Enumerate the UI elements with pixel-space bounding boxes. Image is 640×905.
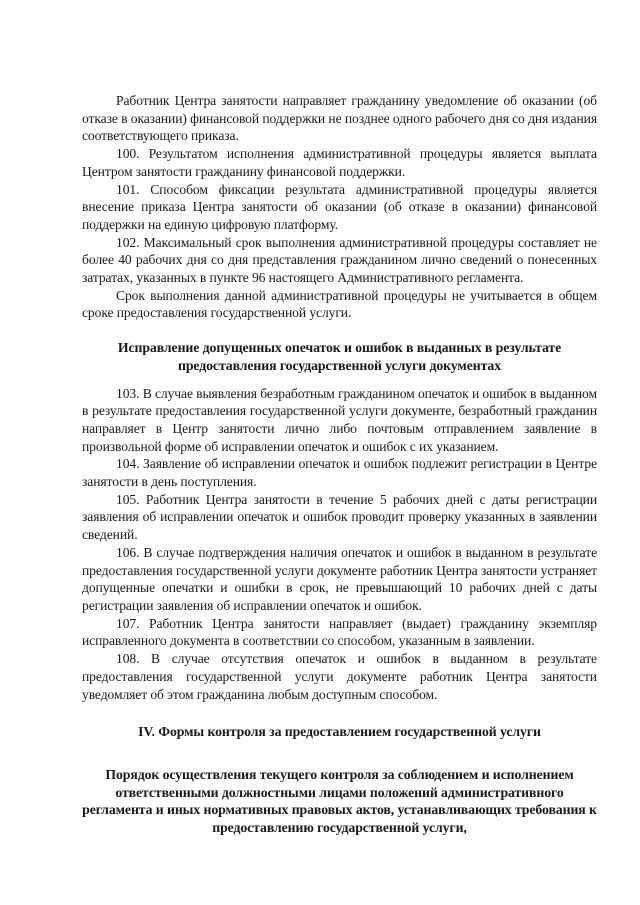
document-page	[82, 92, 597, 837]
paragraph-notification: Работник Центра занятости направляет гражданину уведомление об оказании (об отказе в оказании) финансовой поддержки не позднее одного рабочего дня со дня издания соответствующего приказа.	[82, 93, 597, 144]
paragraph-105: 105. Работник Центра занятости в течение 5 рабочих дней с даты регистрации заявления об исправлении опечаток и ошибок проводит проверку указанных в заявлении сведений.	[82, 491, 597, 543]
paragraph-108: 108. В случае отсутствия опечаток и ошибок в выданном в результате предоставления государственной услуги документе работник Центра занятости уведомляет об этом гражданина любым доступным способом.	[82, 651, 597, 702]
paragraph-103: 103. В случае выявления безработным гражданином опечаток и ошибок в выданном в результате предоставления государственной услуги документе, безработный гражданин направляет в Центр занятости лично либо почтовым отправлением заявление в произвольной форме об исправлении опечаток и ошибок с их указанием.	[82, 385, 597, 454]
paragraph-106: 106. В случае подтверждения наличия опечаток и ошибок в выданном в результате предоставления государственной услуги документе работник Центра занятости устраняет допущенные опечатки и ошибки в срок, не превышающий 10 рабочих дней с даты регистрации заявления об исправлении опечаток и ошибок.	[82, 544, 597, 613]
paragraph-104: 104. Заявление об исправлении опечаток и ошибок подлежит регистрации в Центре занятости в день поступления.	[82, 456, 597, 490]
paragraph-100: 100. Результатом исполнения административной процедуры является выплата Центром занятости гражданину финансовой поддержки.	[82, 146, 597, 179]
paragraph-107: 107. Работник Центра занятости направляет (выдает) гражданину экземпляр исправленного документа в соответствии со способом, указанным в заявлении.	[82, 615, 597, 649]
section-heading-control: IV. Формы контроля за предоставлением государственной услуги	[138, 724, 541, 740]
paragraph-term: Срок выполнения данной административной процедуры не учитывается в общем сроке предоставления государственной услуги.	[82, 287, 597, 321]
section-heading-corrections: Исправление допущенных опечаток и ошибок в выданных в результате предоставления государственной услуги документах	[117, 340, 562, 373]
paragraph-102: 102. Максимальный срок выполнения административной процедуры составляет не более 40 рабочих дня со дня представления гражданином лично сведений о понесенных затратах, указанных в пункте 96 настоящего Административного регламента.	[82, 234, 597, 286]
paragraph-101: 101. Способом фиксации результата административной процедуры является внесение приказа Центра занятости об оказании (об отказе в оказании) финансовой поддержки на единую цифровую платформу.	[82, 181, 597, 232]
subsection-heading-current-control: Порядок осуществления текущего контроля за соблюдением и исполнением ответственными должностными лицами положений административного регламента и иных нормативных правовых актов, устанавливающих требования к предоставлению государственной услуги,	[82, 766, 597, 836]
